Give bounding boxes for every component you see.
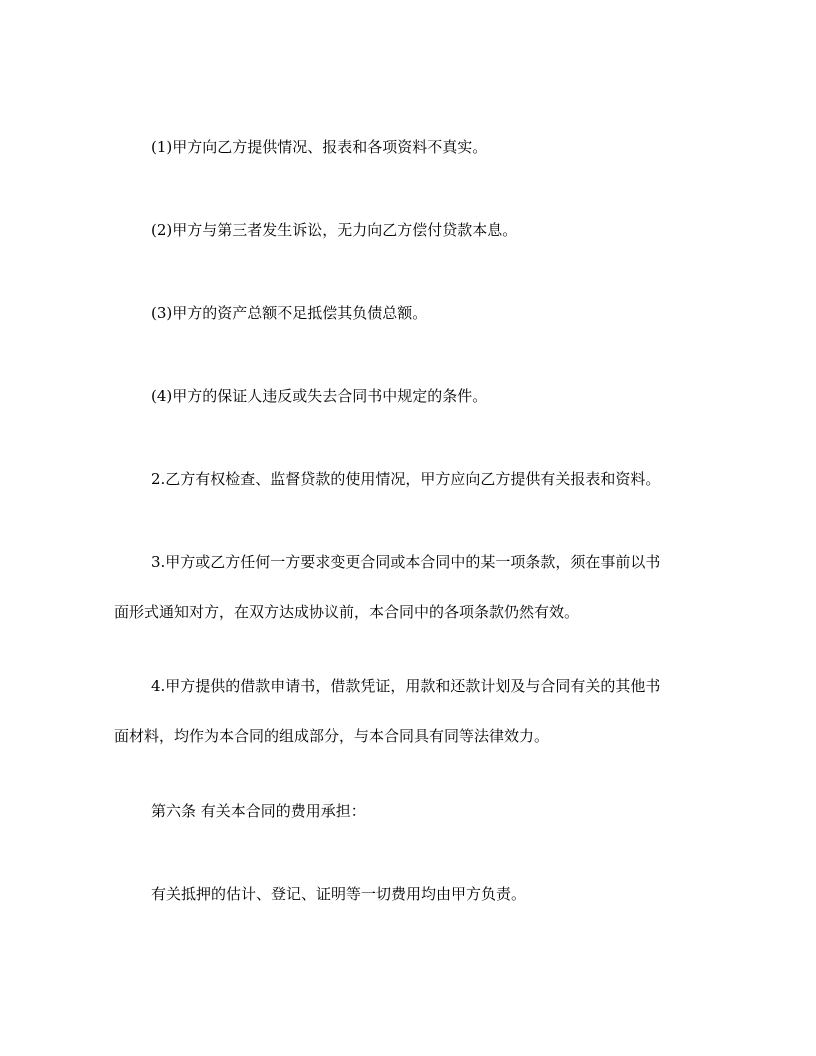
clause-line: (3)甲方的资产总额不足抵偿其负债总额。: [151, 304, 428, 322]
clause-item-3: [114, 306, 704, 321]
clause-line: 3.甲方或乙方任何一方要求变更合同或本合同中的某一项条款，须在事前以书: [151, 553, 661, 571]
clause-line: (4)甲方的保证人违反或失去合同书中规定的条件。: [151, 387, 488, 405]
clause-line: 面材料，均作为本合同的组成部分，与本合同具有同等法律效力。: [114, 727, 550, 745]
clause-item-4: [114, 389, 704, 404]
clause-item-2: [114, 223, 704, 238]
clause-line: (1)甲方向乙方提供情况、报表和各项资料不真实。: [151, 138, 488, 156]
article-heading-line: 第六条 有关本合同的费用承担：: [151, 802, 366, 820]
clause-item-1: [114, 140, 704, 155]
clause-line: 2.乙方有权检查、监督贷款的使用情况，甲方应向乙方提供有关报表和资料。: [151, 470, 661, 488]
article-6-heading: [114, 804, 704, 819]
clause-2: [114, 472, 704, 487]
clause-line: 4.甲方提供的借款申请书，借款凭证，用款和还款计划及与合同有关的其他书: [151, 677, 661, 695]
clause-line: 有关抵押的估计、登记、证明等一切费用均由甲方负责。: [151, 885, 527, 903]
clause-line: (2)甲方与第三者发生诉讼，无力向乙方偿付贷款本息。: [151, 221, 518, 239]
article-6-body: [114, 887, 704, 902]
clause-4: [114, 679, 704, 744]
clause-3: [114, 555, 704, 620]
clause-line: 面形式通知对方，在双方达成协议前，本合同中的各项条款仍然有效。: [114, 603, 580, 621]
